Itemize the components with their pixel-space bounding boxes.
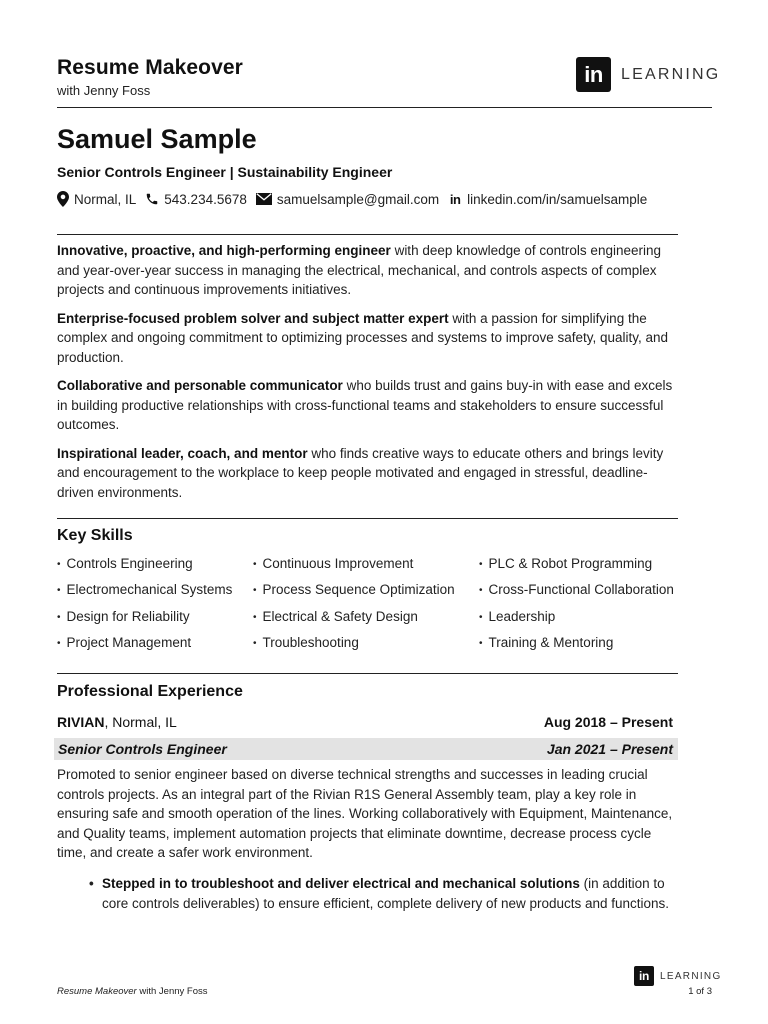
summary-lead: Inspirational leader, coach, and mentor	[57, 445, 308, 461]
linkedin-logo-icon: in	[576, 57, 611, 92]
linkedin-url-text[interactable]: linkedin.com/in/samuelsample	[467, 191, 648, 207]
achievement-lead: Stepped in to troubleshoot and deliver electrical and mechanical solutions	[102, 876, 580, 891]
summary-section	[57, 241, 679, 511]
skills-grid	[57, 556, 679, 661]
summary-divider	[57, 518, 678, 519]
contact-linkedin	[448, 192, 647, 207]
skill-item: • PLC & Robot Programming	[479, 556, 679, 582]
job-description: Promoted to senior engineer based on diverse technical strengths and successes in leading crucial controls projects. As an integral part of the Rivian R1S General Assembly team, play a key role in ensuring safe and smooth operation of the lines. Working collaboratively with Equipment, Maintenance, and Quality teams, implement automation projects that eliminate downtime, decrease process cycle time, and create a safer work environment.	[57, 767, 673, 860]
achievement-body: (in addition to core controls deliverables) to ensure efficient, complete delivery of new products and functions.	[102, 876, 670, 911]
skill-item: • Controls Engineering	[57, 556, 253, 582]
summary-body: who finds creative ways to educate others and brings levity and encouragement to the workplace to keep people motivated and engaged in stressful, deadline-driven environments.	[57, 445, 664, 500]
skill-item: • Cross-Functional Collaboration	[479, 582, 679, 608]
summary-body: with deep knowledge of controls engineering and year-over-year success in managing the electrical, mechanical, and controls aspects of complex projects and continuous improvements initiatives.	[57, 243, 661, 297]
contact-email	[256, 192, 439, 207]
skill-item: • Electromechanical Systems	[57, 582, 253, 608]
linkedin-learning-logo	[576, 57, 720, 92]
summary-lead: Enterprise-focused problem solver and subject matter expert	[57, 310, 449, 326]
company-location: , Normal, IL	[104, 714, 177, 730]
job-title-dates: Jan 2021 – Present	[546, 741, 673, 757]
skill-item: • Continuous Improvement	[253, 556, 479, 582]
envelope-icon	[256, 193, 272, 205]
experience-heading: Professional Experience	[57, 683, 243, 700]
summary-body: with a passion for simplifying the complex and ongoing commitment to optimizing processes and systems to improve safety, quality, and production.	[57, 310, 669, 365]
skill-item: • Training & Mentoring	[479, 635, 679, 661]
job-employer	[57, 714, 177, 730]
footer-course-credit	[57, 986, 207, 997]
job-title: Senior Controls Engineer	[58, 741, 227, 757]
page-number: 1 of 3	[688, 986, 712, 997]
job-header	[57, 714, 673, 730]
learning-wordmark: LEARNING	[660, 970, 722, 982]
phone-icon	[145, 192, 159, 206]
summary-body: who builds trust and gains buy-in with ease and excels in building productive relationships with cross-functional teams and stakeholders to ensure successful outcomes.	[57, 378, 673, 432]
contact-phone	[145, 192, 247, 207]
job-achievements	[89, 874, 681, 913]
footer-logo	[634, 966, 722, 986]
summary-paragraph	[57, 444, 679, 503]
skills-divider	[57, 673, 678, 674]
skill-item: • Electrical & Safety Design	[253, 609, 479, 635]
company-name: RIVIAN	[57, 714, 105, 730]
skill-item: • Process Sequence Optimization	[253, 582, 479, 608]
profile-divider	[57, 234, 678, 235]
skills-column	[479, 556, 679, 661]
summary-lead: Innovative, proactive, and high-performing engineer	[57, 243, 391, 258]
skills-column	[253, 556, 479, 661]
contact-line	[57, 191, 656, 207]
email-text[interactable]: samuelsample@gmail.com	[276, 191, 440, 207]
skill-item: • Troubleshooting	[253, 635, 479, 661]
learning-wordmark: LEARNING	[621, 65, 721, 83]
location-text: Normal, IL	[74, 191, 137, 207]
course-header	[57, 56, 243, 98]
course-title: Resume Makeover	[57, 56, 243, 79]
skills-heading: Key Skills	[57, 527, 133, 544]
skills-column	[57, 556, 253, 661]
job-dates: Aug 2018 – Present	[543, 714, 673, 730]
summary-paragraph	[57, 309, 679, 368]
footer-course-title: Resume Makeover	[57, 986, 137, 997]
skill-item: • Leadership	[479, 609, 679, 635]
summary-paragraph	[57, 241, 679, 300]
location-pin-icon	[57, 191, 69, 207]
phone-text: 543.234.5678	[164, 191, 247, 207]
candidate-name: Samuel Sample	[57, 124, 257, 154]
header-divider	[57, 107, 712, 108]
skill-item: • Project Management	[57, 635, 253, 661]
course-subtitle: with Jenny Foss	[57, 83, 151, 98]
summary-lead: Collaborative and personable communicator	[57, 378, 343, 393]
achievement-item	[89, 874, 681, 913]
job-title-bar	[54, 738, 678, 760]
contact-location	[57, 191, 136, 207]
linkedin-icon: in	[449, 191, 461, 207]
candidate-headline: Senior Controls Engineer | Sustainability Engineer	[57, 164, 393, 180]
skill-item: • Design for Reliability	[57, 609, 253, 635]
footer-course-author: with Jenny Foss	[136, 986, 208, 997]
summary-paragraph	[57, 376, 679, 435]
linkedin-logo-icon: in	[634, 966, 654, 986]
